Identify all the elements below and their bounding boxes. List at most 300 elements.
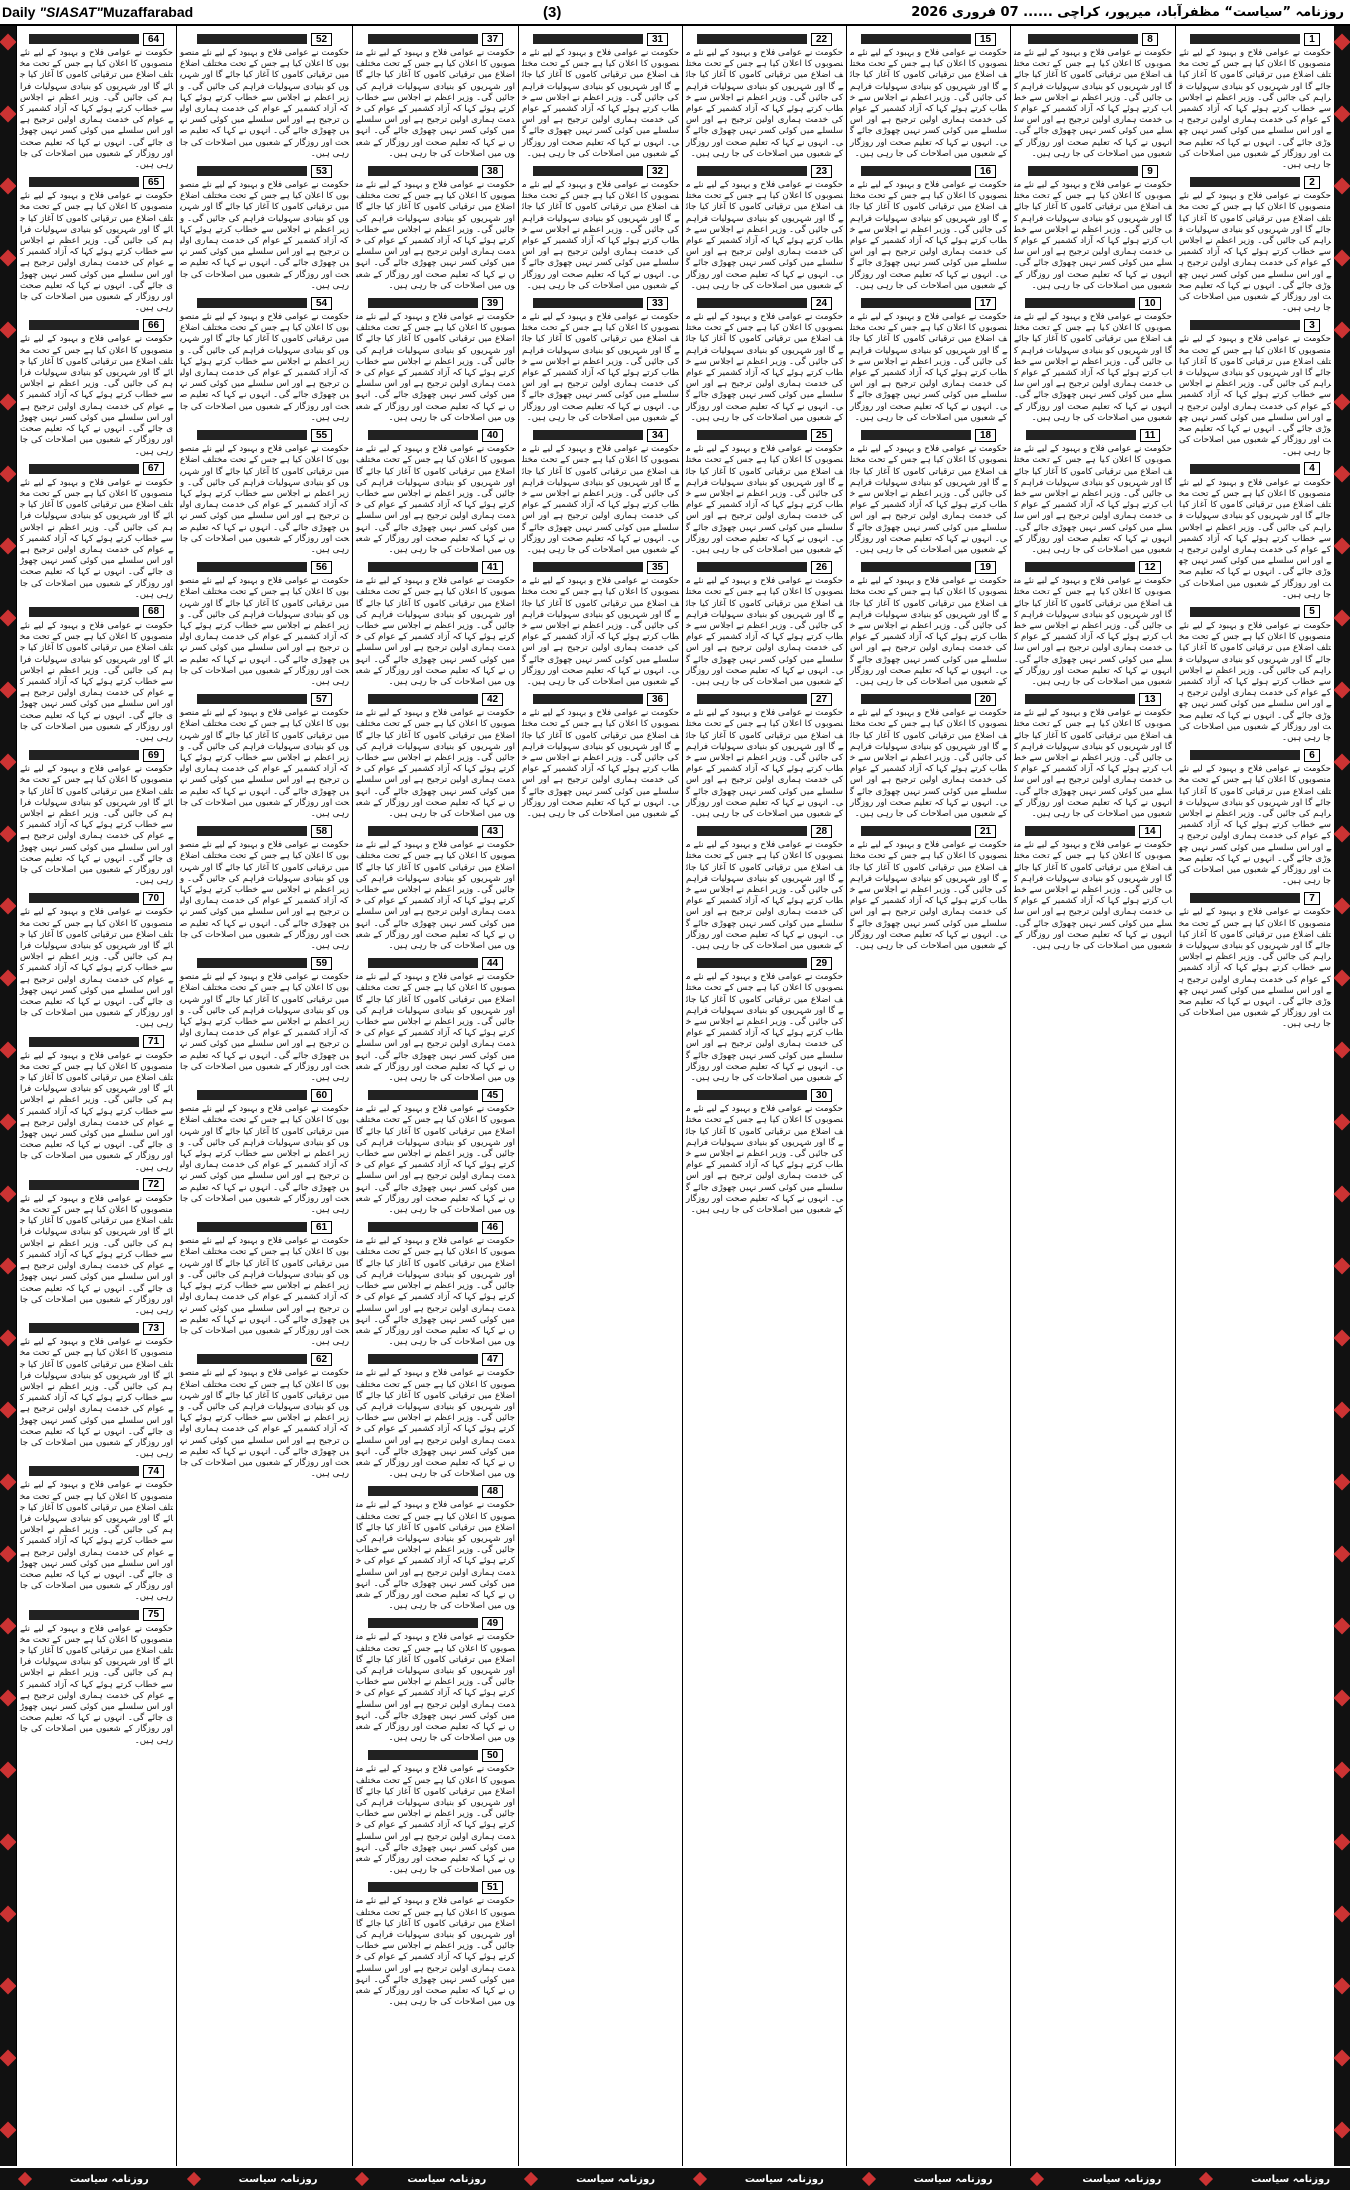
article-header (356, 1616, 515, 1630)
masthead-left (0, 4, 193, 20)
article-number: 26 (811, 561, 832, 574)
article-header (356, 560, 515, 574)
header-bar (697, 298, 807, 308)
header-bar (1190, 464, 1300, 474)
article-header (20, 1035, 173, 1049)
masthead-right: روزنامہ ”سیاست“ مظفرآباد، میرپور، کراچی ...... 07 فروری 2026 (911, 4, 1344, 20)
header-bar (861, 826, 971, 836)
article-header (1014, 296, 1172, 310)
star-ornament-icon (1334, 466, 1350, 483)
header-bar (861, 562, 971, 572)
article-header (686, 1088, 843, 1102)
article-header (522, 428, 679, 442)
article-number: 30 (811, 1089, 832, 1102)
header-bar (197, 298, 307, 308)
star-ornament-icon (1334, 1618, 1350, 1635)
article-number: 45 (482, 1089, 503, 1102)
article-number: 62 (311, 1353, 332, 1366)
star-ornament-icon (0, 250, 16, 267)
star-ornament-icon (0, 1690, 16, 1707)
star-ornament-icon (1334, 1690, 1350, 1707)
star-ornament-icon (0, 898, 16, 915)
article-text: حکومت نے عوامی فلاح و بہبود کے لیے نئے منصوبوں کا اعلان کیا ہے جس کے تحت مختلف اضلاع میں ترقیاتی کاموں کا آغاز کیا جائے گا اور شہریوں کو بنیادی سہولیات فراہم کی جائیں گی۔ وزیر اعظم نے اجلاس سے خطاب کرتے ہوئے کہا کہ آزاد کشمیر کے عوام کی خدمت ہماری اولین ترجیح ہے اور اس سلسلے میں کوئی کسر نہیں چھوڑی جائے گی۔ انہوں نے کہا کہ تعلیم صحت اور روزگار کے شعبوں میں اصلاحات کی جا رہی ہیں۔ (180, 48, 349, 159)
star-ornament-icon (1334, 1402, 1350, 1419)
article-text: حکومت نے عوامی فلاح و بہبود کے لیے نئے منصوبوں کا اعلان کیا ہے جس کے تحت مختلف اضلاع میں ترقیاتی کاموں کا آغاز کیا جائے گا اور شہریوں کو بنیادی سہولیات فراہم کی جائیں گی۔ وزیر اعظم نے اجلاس سے خطاب کرتے ہوئے کہا کہ آزاد کشمیر کے عوام کی خدمت ہماری اولین ترجیح ہے اور اس سلسلے میں کوئی کسر نہیں چھوڑی جائے گی۔ انہوں نے کہا کہ تعلیم صحت اور روزگار کے شعبوں میں اصلاحات کی جا رہی ہیں۔ (686, 1104, 843, 1216)
article-number: 74 (143, 1465, 164, 1478)
article-header (20, 748, 173, 762)
article-header (20, 462, 173, 476)
header-bar (29, 1180, 139, 1190)
footer-label: روزنامہ سیاست (69, 2173, 149, 2185)
footer-label: روزنامہ سیاست (913, 2173, 993, 2185)
article-header (20, 1608, 173, 1622)
star-ornament-icon (1199, 2172, 1213, 2186)
header-bar (197, 826, 307, 836)
header-bar (1190, 320, 1300, 330)
article-number: 8 (1142, 33, 1158, 46)
star-ornament-icon (1334, 1186, 1350, 1203)
article-text: حکومت نے عوامی فلاح و بہبود کے لیے نئے منصوبوں کا اعلان کیا ہے جس کے تحت مختلف اضلاع میں ترقیاتی کاموں کا آغاز کیا جائے گا اور شہریوں کو بنیادی سہولیات فراہم کی جائیں گی۔ وزیر اعظم نے اجلاس سے خطاب کرتے ہوئے کہا کہ آزاد کشمیر کے عوام کی خدمت ہماری اولین ترجیح ہے اور اس سلسلے میں کوئی کسر نہیں چھوڑی جائے گی۔ انہوں نے کہا کہ تعلیم صحت اور روزگار کے شعبوں میں اصلاحات کی جا رہی ہیں۔ (850, 444, 1007, 555)
article-header (356, 428, 515, 442)
article-header (850, 164, 1007, 178)
star-ornament-icon (1334, 1330, 1350, 1347)
header-bar (368, 166, 478, 176)
star-ornament-icon (1334, 1834, 1350, 1851)
article-number: 3 (1304, 319, 1320, 332)
star-ornament-icon (0, 682, 16, 699)
header-bar (368, 562, 478, 572)
article-header (686, 428, 843, 442)
article-number: 32 (647, 165, 668, 178)
article-number: 52 (311, 33, 332, 46)
article-header (356, 824, 515, 838)
header-bar (861, 298, 971, 308)
star-ornament-icon (0, 826, 16, 843)
article-header (850, 428, 1007, 442)
article-header (356, 1352, 515, 1366)
article-header (850, 560, 1007, 574)
article-number: 40 (482, 429, 503, 442)
masthead (0, 0, 1350, 26)
star-ornament-icon (355, 2172, 369, 2186)
article-text: حکومت نے عوامی فلاح و بہبود کے لیے نئے منصوبوں کا اعلان کیا ہے جس کے تحت مختلف اضلاع میں ترقیاتی کاموں کا آغاز کیا جائے گا اور شہریوں کو بنیادی سہولیات فراہم کی جائیں گی۔ وزیر اعظم نے اجلاس سے خطاب کرتے ہوئے کہا کہ آزاد کشمیر کے عوام کی خدمت ہماری اولین ترجیح ہے اور اس سلسلے میں کوئی کسر نہیں چھوڑی جائے گی۔ انہوں نے کہا کہ تعلیم صحت اور روزگار کے شعبوں میں اصلاحات کی جا رہی ہیں۔ (356, 972, 515, 1084)
article-text: حکومت نے عوامی فلاح و بہبود کے لیے نئے منصوبوں کا اعلان کیا ہے جس کے تحت مختلف اضلاع میں ترقیاتی کاموں کا آغاز کیا جائے گا اور شہریوں کو بنیادی سہولیات فراہم کی جائیں گی۔ وزیر اعظم نے اجلاس سے خطاب کرتے ہوئے کہا کہ آزاد کشمیر کے عوام کی خدمت ہماری اولین ترجیح ہے اور اس سلسلے میں کوئی کسر نہیں چھوڑی جائے گی۔ انہوں نے کہا کہ تعلیم صحت اور روزگار کے شعبوں میں اصلاحات کی جا رہی ہیں۔ (356, 1104, 515, 1216)
column-8 (16, 26, 176, 2166)
article-header (1014, 428, 1172, 442)
star-ornament-icon (693, 2172, 707, 2186)
article-text: حکومت نے عوامی فلاح و بہبود کے لیے نئے منصوبوں کا اعلان کیا ہے جس کے تحت مختلف اضلاع میں ترقیاتی کاموں کا آغاز کیا جائے گا اور شہریوں کو بنیادی سہولیات فراہم کی جائیں گی۔ وزیر اعظم نے اجلاس سے خطاب کرتے ہوئے کہا کہ آزاد کشمیر کے عوام کی خدمت ہماری اولین ترجیح ہے اور اس سلسلے میں کوئی کسر نہیں چھوڑی جائے گی۔ انہوں نے کہا کہ تعلیم صحت اور روزگار کے شعبوں میں اصلاحات کی جا رہی ہیں۔ (356, 1896, 515, 2008)
article-number: 53 (311, 165, 332, 178)
masthead-prefix: Daily (2, 4, 40, 20)
article-header (1179, 891, 1331, 905)
article-number: 61 (311, 1221, 332, 1234)
article-text: حکومت نے عوامی فلاح و بہبود کے لیے نئے منصوبوں کا اعلان کیا ہے جس کے تحت مختلف اضلاع میں ترقیاتی کاموں کا آغاز کیا جائے گا اور شہریوں کو بنیادی سہولیات فراہم کی جائیں گی۔ وزیر اعظم نے اجلاس سے خطاب کرتے ہوئے کہا کہ آزاد کشمیر کے عوام کی خدمت ہماری اولین ترجیح ہے اور اس سلسلے میں کوئی کسر نہیں چھوڑی جائے گی۔ انہوں نے کہا کہ تعلیم صحت اور روزگار کے شعبوں میں اصلاحات کی جا رہی ہیں۔ (180, 1368, 349, 1480)
star-ornament-icon (1334, 1906, 1350, 1923)
article-header (1179, 748, 1331, 762)
article-text: حکومت نے عوامی فلاح و بہبود کے لیے نئے منصوبوں کا اعلان کیا ہے جس کے تحت مختلف اضلاع میں ترقیاتی کاموں کا آغاز کیا جائے گا اور شہریوں کو بنیادی سہولیات فراہم کی جائیں گی۔ وزیر اعظم نے اجلاس سے خطاب کرتے ہوئے کہا کہ آزاد کشمیر کے عوام کی خدمت ہماری اولین ترجیح ہے اور اس سلسلے میں کوئی کسر نہیں چھوڑی جائے گی۔ انہوں نے کہا کہ تعلیم صحت اور روزگار کے شعبوں میں اصلاحات کی جا رہی ہیں۔ (356, 444, 515, 555)
article-number: 21 (975, 825, 996, 838)
header-bar (197, 1090, 307, 1100)
header-bar (368, 430, 478, 440)
article-text: حکومت نے عوامی فلاح و بہبود کے لیے نئے منصوبوں کا اعلان کیا ہے جس کے تحت مختلف اضلاع میں ترقیاتی کاموں کا آغاز کیا جائے گا اور شہریوں کو بنیادی سہولیات فراہم کی جائیں گی۔ وزیر اعظم نے اجلاس سے خطاب کرتے ہوئے کہا کہ آزاد کشمیر کے عوام کی خدمت ہماری اولین ترجیح ہے اور اس سلسلے میں کوئی کسر نہیں چھوڑی جائے گی۔ انہوں نے کہا کہ تعلیم صحت اور روزگار کے شعبوں میں اصلاحات کی جا رہی ہیں۔ (356, 180, 515, 291)
header-bar (368, 826, 478, 836)
header-bar (368, 1354, 478, 1364)
article-header (1014, 560, 1172, 574)
star-ornament-icon (0, 34, 16, 51)
footer-label: روزنامہ سیاست (1082, 2173, 1162, 2185)
header-bar (697, 1090, 807, 1100)
star-ornament-icon (0, 1474, 16, 1491)
article-text: حکومت نے عوامی فلاح و بہبود کے لیے نئے منصوبوں کا اعلان کیا ہے جس کے تحت مختلف اضلاع میں ترقیاتی کاموں کا آغاز کیا جائے گا اور شہریوں کو بنیادی سہولیات فراہم کی جائیں گی۔ وزیر اعظم نے اجلاس سے خطاب کرتے ہوئے کہا کہ آزاد کشمیر کے عوام کی خدمت ہماری اولین ترجیح ہے اور اس سلسلے میں کوئی کسر نہیں چھوڑی جائے گی۔ انہوں نے کہا کہ تعلیم صحت اور روزگار کے شعبوں میں اصلاحات کی جا رہی ہیں۔ (180, 840, 349, 952)
footer-band (0, 2168, 1350, 2190)
article-number: 12 (1139, 561, 1160, 574)
article-number: 54 (311, 297, 332, 310)
article-header (686, 164, 843, 178)
article-header (1179, 462, 1331, 476)
article-number: 41 (482, 561, 503, 574)
article-number: 31 (647, 33, 668, 46)
star-ornament-icon (0, 1258, 16, 1275)
header-bar (533, 34, 643, 44)
star-ornament-icon (1334, 1546, 1350, 1563)
article-text: حکومت نے عوامی فلاح و بہبود کے لیے نئے منصوبوں کا اعلان کیا ہے جس کے تحت مختلف اضلاع میں ترقیاتی کاموں کا آغاز کیا جائے گا اور شہریوں کو بنیادی سہولیات فراہم کی جائیں گی۔ وزیر اعظم نے اجلاس سے خطاب کرتے ہوئے کہا کہ آزاد کشمیر کے عوام کی خدمت ہماری اولین ترجیح ہے اور اس سلسلے میں کوئی کسر نہیں چھوڑی جائے گی۔ انہوں نے کہا کہ تعلیم صحت اور روزگار کے شعبوں میں اصلاحات کی جا رہی ہیں۔ (850, 708, 1007, 819)
star-ornament-icon (18, 2172, 32, 2186)
article-number: 64 (143, 33, 164, 46)
star-ornament-icon (1334, 34, 1350, 51)
article-text: حکومت نے عوامی فلاح و بہبود کے لیے نئے منصوبوں کا اعلان کیا ہے جس کے تحت مختلف اضلاع میں ترقیاتی کاموں کا آغاز کیا جائے گا اور شہریوں کو بنیادی سہولیات فراہم کی جائیں گی۔ وزیر اعظم نے اجلاس سے خطاب کرتے ہوئے کہا کہ آزاد کشمیر کے عوام کی خدمت ہماری اولین ترجیح ہے اور اس سلسلے میں کوئی کسر نہیں چھوڑی جائے گی۔ انہوں نے کہا کہ تعلیم صحت اور روزگار کے شعبوں میں اصلاحات کی جا رہی ہیں۔ (20, 1480, 173, 1603)
header-bar (697, 694, 807, 704)
article-text: حکومت نے عوامی فلاح و بہبود کے لیے نئے منصوبوں کا اعلان کیا ہے جس کے تحت مختلف اضلاع میں ترقیاتی کاموں کا آغاز کیا جائے گا اور شہریوں کو بنیادی سہولیات فراہم کی جائیں گی۔ وزیر اعظم نے اجلاس سے خطاب کرتے ہوئے کہا کہ آزاد کشمیر کے عوام کی خدمت ہماری اولین ترجیح ہے اور اس سلسلے میں کوئی کسر نہیں چھوڑی جائے گی۔ انہوں نے کہا کہ تعلیم صحت اور روزگار کے شعبوں میں اصلاحات کی جا رہی ہیں۔ (356, 1368, 515, 1480)
article-header (1179, 318, 1331, 332)
article-number: 19 (975, 561, 996, 574)
footer-label: روزنامہ سیاست (576, 2173, 656, 2185)
star-ornament-icon (0, 2122, 16, 2139)
header-bar (368, 1486, 478, 1496)
article-header (20, 175, 173, 189)
star-ornament-icon (1334, 898, 1350, 915)
header-bar (1025, 298, 1135, 308)
article-text: حکومت نے عوامی فلاح و بہبود کے لیے نئے منصوبوں کا اعلان کیا ہے جس کے تحت مختلف اضلاع میں ترقیاتی کاموں کا آغاز کیا جائے گا اور شہریوں کو بنیادی سہولیات فراہم کی جائیں گی۔ وزیر اعظم نے اجلاس سے خطاب کرتے ہوئے کہا کہ آزاد کشمیر کے عوام کی خدمت ہماری اولین ترجیح ہے اور اس سلسلے میں کوئی کسر نہیں چھوڑی جائے گی۔ انہوں نے کہا کہ تعلیم صحت اور روزگار کے شعبوں میں اصلاحات کی جا رہی ہیں۔ (1014, 576, 1172, 687)
star-ornament-icon (0, 1546, 16, 1563)
column-2 (1010, 26, 1175, 2166)
star-ornament-icon (1334, 610, 1350, 627)
header-bar (1025, 826, 1135, 836)
article-header (356, 692, 515, 706)
article-number: 43 (482, 825, 503, 838)
header-bar (697, 958, 807, 968)
star-ornament-icon (1334, 1114, 1350, 1131)
footer-label: روزنامہ سیاست (238, 2173, 318, 2185)
footer-label: روزنامہ سیاست (407, 2173, 487, 2185)
header-bar (368, 1618, 478, 1628)
article-number: 7 (1304, 892, 1320, 905)
article-text: حکومت نے عوامی فلاح و بہبود کے لیے نئے منصوبوں کا اعلان کیا ہے جس کے تحت مختلف اضلاع میں ترقیاتی کاموں کا آغاز کیا جائے گا اور شہریوں کو بنیادی سہولیات فراہم کی جائیں گی۔ وزیر اعظم نے اجلاس سے خطاب کرتے ہوئے کہا کہ آزاد کشمیر کے عوام کی خدمت ہماری اولین ترجیح ہے اور اس سلسلے میں کوئی کسر نہیں چھوڑی جائے گی۔ انہوں نے کہا کہ تعلیم صحت اور روزگار کے شعبوں میں اصلاحات کی جا رہی ہیں۔ (522, 708, 679, 819)
header-bar (197, 1222, 307, 1232)
article-header (686, 560, 843, 574)
header-bar (368, 298, 478, 308)
article-header (522, 560, 679, 574)
star-ornament-icon (0, 466, 16, 483)
article-number: 37 (482, 33, 503, 46)
header-bar (861, 34, 971, 44)
article-number: 34 (647, 429, 668, 442)
article-text: حکومت نے عوامی فلاح و بہبود کے لیے نئے منصوبوں کا اعلان کیا ہے جس کے تحت مختلف اضلاع میں ترقیاتی کاموں کا آغاز کیا جائے گا اور شہریوں کو بنیادی سہولیات فراہم کی جائیں گی۔ وزیر اعظم نے اجلاس سے خطاب کرتے ہوئے کہا کہ آزاد کشمیر کے عوام کی خدمت ہماری اولین ترجیح ہے اور اس سلسلے میں کوئی کسر نہیں چھوڑی جائے گی۔ انہوں نے کہا کہ تعلیم صحت اور روزگار کے شعبوں میں اصلاحات کی جا رہی ہیں۔ (522, 312, 679, 423)
star-ornament-icon (0, 1330, 16, 1347)
header-bar (1025, 562, 1135, 572)
article-header (180, 32, 349, 46)
header-bar (1028, 34, 1138, 44)
star-ornament-icon (0, 394, 16, 411)
star-ornament-icon (0, 1978, 16, 1995)
article-header (686, 32, 843, 46)
header-bar (29, 34, 139, 44)
article-header (1014, 824, 1172, 838)
header-bar (1026, 430, 1136, 440)
star-ornament-icon (187, 2172, 201, 2186)
article-text: حکومت نے عوامی فلاح و بہبود کے لیے نئے منصوبوں کا اعلان کیا ہے جس کے تحت مختلف اضلاع میں ترقیاتی کاموں کا آغاز کیا جائے گا اور شہریوں کو بنیادی سہولیات فراہم کی جائیں گی۔ وزیر اعظم نے اجلاس سے خطاب کرتے ہوئے کہا کہ آزاد کشمیر کے عوام کی خدمت ہماری اولین ترجیح ہے اور اس سلسلے میں کوئی کسر نہیں چھوڑی جائے گی۔ انہوں نے کہا کہ تعلیم صحت اور روزگار کے شعبوں میں اصلاحات کی جا رہی ہیں۔ (356, 312, 515, 423)
article-number: 23 (811, 165, 832, 178)
article-header (20, 605, 173, 619)
header-bar (29, 893, 139, 903)
article-number: 25 (811, 429, 832, 442)
article-number: 39 (482, 297, 503, 310)
star-ornament-icon (0, 1618, 16, 1635)
column-6 (352, 26, 518, 2166)
article-text: حکومت نے عوامی فلاح و بہبود کے لیے نئے منصوبوں کا اعلان کیا ہے جس کے تحت مختلف اضلاع میں ترقیاتی کاموں کا آغاز کیا جائے گا اور شہریوں کو بنیادی سہولیات فراہم کی جائیں گی۔ وزیر اعظم نے اجلاس سے خطاب کرتے ہوئے کہا کہ آزاد کشمیر کے عوام کی خدمت ہماری اولین ترجیح ہے اور اس سلسلے میں کوئی کسر نہیں چھوڑی جائے گی۔ انہوں نے کہا کہ تعلیم صحت اور روزگار کے شعبوں میں اصلاحات کی جا رہی ہیں۔ (20, 764, 173, 887)
header-bar (197, 430, 307, 440)
article-number: 47 (482, 1353, 503, 1366)
article-text: حکومت نے عوامی فلاح و بہبود کے لیے نئے منصوبوں کا اعلان کیا ہے جس کے تحت مختلف اضلاع میں ترقیاتی کاموں کا آغاز کیا جائے گا اور شہریوں کو بنیادی سہولیات فراہم کی جائیں گی۔ وزیر اعظم نے اجلاس سے خطاب کرتے ہوئے کہا کہ آزاد کشمیر کے عوام کی خدمت ہماری اولین ترجیح ہے اور اس سلسلے میں کوئی کسر نہیں چھوڑی جائے گی۔ انہوں نے کہا کہ تعلیم صحت اور روزگار کے شعبوں میں اصلاحات کی جا رہی ہیں۔ (522, 576, 679, 687)
header-bar (697, 166, 807, 176)
article-header (850, 32, 1007, 46)
star-ornament-icon (1030, 2172, 1044, 2186)
article-header (522, 164, 679, 178)
header-bar (368, 1750, 478, 1760)
article-text: حکومت نے عوامی فلاح و بہبود کے لیے نئے منصوبوں کا اعلان کیا ہے جس کے تحت مختلف اضلاع میں ترقیاتی کاموں کا آغاز کیا جائے گا اور شہریوں کو بنیادی سہولیات فراہم کی جائیں گی۔ وزیر اعظم نے اجلاس سے خطاب کرتے ہوئے کہا کہ آزاد کشمیر کے عوام کی خدمت ہماری اولین ترجیح ہے اور اس سلسلے میں کوئی کسر نہیں چھوڑی جائے گی۔ انہوں نے کہا کہ تعلیم صحت اور روزگار کے شعبوں میں اصلاحات کی جا رہی ہیں۔ (1179, 477, 1331, 600)
article-header (180, 296, 349, 310)
article-header (522, 32, 679, 46)
header-bar (1190, 607, 1300, 617)
star-ornament-icon (0, 754, 16, 771)
article-text: حکومت نے عوامی فلاح و بہبود کے لیے نئے منصوبوں کا اعلان کیا ہے جس کے تحت مختلف اضلاع میں ترقیاتی کاموں کا آغاز کیا جائے گا اور شہریوں کو بنیادی سہولیات فراہم کی جائیں گی۔ وزیر اعظم نے اجلاس سے خطاب کرتے ہوئے کہا کہ آزاد کشمیر کے عوام کی خدمت ہماری اولین ترجیح ہے اور اس سلسلے میں کوئی کسر نہیں چھوڑی جائے گی۔ انہوں نے کہا کہ تعلیم صحت اور روزگار کے شعبوں میں اصلاحات کی جا رہی ہیں۔ (686, 180, 843, 291)
footer-label: روزنامہ سیاست (744, 2173, 824, 2185)
article-number: 24 (811, 297, 832, 310)
star-ornament-icon (0, 1834, 16, 1851)
article-number: 13 (1139, 693, 1160, 706)
star-ornament-icon (0, 322, 16, 339)
article-header (20, 891, 173, 905)
star-ornament-icon (0, 1906, 16, 1923)
article-header (20, 1464, 173, 1478)
article-text: حکومت نے عوامی فلاح و بہبود کے لیے نئے منصوبوں کا اعلان کیا ہے جس کے تحت مختلف اضلاع میں ترقیاتی کاموں کا آغاز کیا جائے گا اور شہریوں کو بنیادی سہولیات فراہم کی جائیں گی۔ وزیر اعظم نے اجلاس سے خطاب کرتے ہوئے کہا کہ آزاد کشمیر کے عوام کی خدمت ہماری اولین ترجیح ہے اور اس سلسلے میں کوئی کسر نہیں چھوڑی جائے گی۔ انہوں نے کہا کہ تعلیم صحت اور روزگار کے شعبوں میں اصلاحات کی جا رہی ہیں۔ (1014, 180, 1172, 291)
star-ornament-icon (862, 2172, 876, 2186)
article-header (850, 824, 1007, 838)
header-bar (697, 826, 807, 836)
article-number: 56 (311, 561, 332, 574)
header-bar (1190, 750, 1300, 760)
star-ornament-icon (0, 970, 16, 987)
article-text: حکومت نے عوامی فلاح و بہبود کے لیے نئے منصوبوں کا اعلان کیا ہے جس کے تحت مختلف اضلاع میں ترقیاتی کاموں کا آغاز کیا جائے گا اور شہریوں کو بنیادی سہولیات فراہم کی جائیں گی۔ وزیر اعظم نے اجلاس سے خطاب کرتے ہوئے کہا کہ آزاد کشمیر کے عوام کی خدمت ہماری اولین ترجیح ہے اور اس سلسلے میں کوئی کسر نہیں چھوڑی جائے گی۔ انہوں نے کہا کہ تعلیم صحت اور روزگار کے شعبوں میں اصلاحات کی جا رہی ہیں۔ (522, 48, 679, 159)
article-text: حکومت نے عوامی فلاح و بہبود کے لیے نئے منصوبوں کا اعلان کیا ہے جس کے تحت مختلف اضلاع میں ترقیاتی کاموں کا آغاز کیا جائے گا اور شہریوں کو بنیادی سہولیات فراہم کی جائیں گی۔ وزیر اعظم نے اجلاس سے خطاب کرتے ہوئے کہا کہ آزاد کشمیر کے عوام کی خدمت ہماری اولین ترجیح ہے اور اس سلسلے میں کوئی کسر نہیں چھوڑی جائے گی۔ انہوں نے کہا کہ تعلیم صحت اور روزگار کے شعبوں میں اصلاحات کی جا رہی ہیں۔ (850, 48, 1007, 159)
header-bar (368, 694, 478, 704)
header-bar (29, 1466, 139, 1476)
article-text: حکومت نے عوامی فلاح و بہبود کے لیے نئے منصوبوں کا اعلان کیا ہے جس کے تحت مختلف اضلاع میں ترقیاتی کاموں کا آغاز کیا جائے گا اور شہریوں کو بنیادی سہولیات فراہم کی جائیں گی۔ وزیر اعظم نے اجلاس سے خطاب کرتے ہوئے کہا کہ آزاد کشمیر کے عوام کی خدمت ہماری اولین ترجیح ہے اور اس سلسلے میں کوئی کسر نہیں چھوڑی جائے گی۔ انہوں نے کہا کہ تعلیم صحت اور روزگار کے شعبوں میں اصلاحات کی جا رہی ہیں۔ (356, 576, 515, 687)
article-number: 51 (482, 1881, 503, 1894)
header-bar (861, 166, 971, 176)
star-ornament-icon (0, 106, 16, 123)
header-bar (197, 34, 307, 44)
article-text: حکومت نے عوامی فلاح و بہبود کے لیے نئے منصوبوں کا اعلان کیا ہے جس کے تحت مختلف اضلاع میں ترقیاتی کاموں کا آغاز کیا جائے گا اور شہریوں کو بنیادی سہولیات فراہم کی جائیں گی۔ وزیر اعظم نے اجلاس سے خطاب کرتے ہوئے کہا کہ آزاد کشمیر کے عوام کی خدمت ہماری اولین ترجیح ہے اور اس سلسلے میں کوئی کسر نہیں چھوڑی جائے گی۔ انہوں نے کہا کہ تعلیم صحت اور روزگار کے شعبوں میں اصلاحات کی جا رہی ہیں۔ (20, 1050, 173, 1173)
article-text: حکومت نے عوامی فلاح و بہبود کے لیے نئے منصوبوں کا اعلان کیا ہے جس کے تحت مختلف اضلاع میں ترقیاتی کاموں کا آغاز کیا جائے گا اور شہریوں کو بنیادی سہولیات فراہم کی جائیں گی۔ وزیر اعظم نے اجلاس سے خطاب کرتے ہوئے کہا کہ آزاد کشمیر کے عوام کی خدمت ہماری اولین ترجیح ہے اور اس سلسلے میں کوئی کسر نہیں چھوڑی جائے گی۔ انہوں نے کہا کہ تعلیم صحت اور روزگار کے شعبوں میں اصلاحات کی جا رہی ہیں۔ (686, 48, 843, 159)
article-number: 27 (811, 693, 832, 706)
star-ornament-icon (1334, 1762, 1350, 1779)
header-bar (533, 430, 643, 440)
star-ornament-icon (1334, 826, 1350, 843)
article-text: حکومت نے عوامی فلاح و بہبود کے لیے نئے منصوبوں کا اعلان کیا ہے جس کے تحت مختلف اضلاع میں ترقیاتی کاموں کا آغاز کیا جائے گا اور شہریوں کو بنیادی سہولیات فراہم کی جائیں گی۔ وزیر اعظم نے اجلاس سے خطاب کرتے ہوئے کہا کہ آزاد کشمیر کے عوام کی خدمت ہماری اولین ترجیح ہے اور اس سلسلے میں کوئی کسر نہیں چھوڑی جائے گی۔ انہوں نے کہا کہ تعلیم صحت اور روزگار کے شعبوں میں اصلاحات کی جا رہی ہیں۔ (356, 1500, 515, 1612)
article-number: 18 (975, 429, 996, 442)
article-text: حکومت نے عوامی فلاح و بہبود کے لیے نئے منصوبوں کا اعلان کیا ہے جس کے تحت مختلف اضلاع میں ترقیاتی کاموں کا آغاز کیا جائے گا اور شہریوں کو بنیادی سہولیات فراہم کی جائیں گی۔ وزیر اعظم نے اجلاس سے خطاب کرتے ہوئے کہا کہ آزاد کشمیر کے عوام کی خدمت ہماری اولین ترجیح ہے اور اس سلسلے میں کوئی کسر نہیں چھوڑی جائے گی۔ انہوں نے کہا کہ تعلیم صحت اور روزگار کے شعبوں میں اصلاحات کی جا رہی ہیں۔ (850, 576, 1007, 687)
article-text: حکومت نے عوامی فلاح و بہبود کے لیے نئے منصوبوں کا اعلان کیا ہے جس کے تحت مختلف اضلاع میں ترقیاتی کاموں کا آغاز کیا جائے گا اور شہریوں کو بنیادی سہولیات فراہم کی جائیں گی۔ وزیر اعظم نے اجلاس سے خطاب کرتے ہوئے کہا کہ آزاد کشمیر کے عوام کی خدمت ہماری اولین ترجیح ہے اور اس سلسلے میں کوئی کسر نہیں چھوڑی جائے گی۔ انہوں نے کہا کہ تعلیم صحت اور روزگار کے شعبوں میں اصلاحات کی جا رہی ہیں۔ (1014, 444, 1172, 555)
article-number: 75 (143, 1608, 164, 1621)
star-ornament-icon (0, 1042, 16, 1059)
star-ornament-icon (1334, 1978, 1350, 1995)
star-ornament-icon (0, 610, 16, 627)
article-text: حکومت نے عوامی فلاح و بہبود کے لیے نئے منصوبوں کا اعلان کیا ہے جس کے تحت مختلف اضلاع میں ترقیاتی کاموں کا آغاز کیا جائے گا اور شہریوں کو بنیادی سہولیات فراہم کی جائیں گی۔ وزیر اعظم نے اجلاس سے خطاب کرتے ہوئے کہا کہ آزاد کشمیر کے عوام کی خدمت ہماری اولین ترجیح ہے اور اس سلسلے میں کوئی کسر نہیں چھوڑی جائے گی۔ انہوں نے کہا کہ تعلیم صحت اور روزگار کے شعبوں میں اصلاحات کی جا رہی ہیں۔ (1179, 334, 1331, 457)
article-header (356, 164, 515, 178)
article-number: 17 (975, 297, 996, 310)
article-text: حکومت نے عوامی فلاح و بہبود کے لیے نئے منصوبوں کا اعلان کیا ہے جس کے تحت مختلف اضلاع میں ترقیاتی کاموں کا آغاز کیا جائے گا اور شہریوں کو بنیادی سہولیات فراہم کی جائیں گی۔ وزیر اعظم نے اجلاس سے خطاب کرتے ہوئے کہا کہ آزاد کشمیر کے عوام کی خدمت ہماری اولین ترجیح ہے اور اس سلسلے میں کوئی کسر نہیں چھوڑی جائے گی۔ انہوں نے کہا کہ تعلیم صحت اور روزگار کے شعبوں میں اصلاحات کی جا رہی ہیں۔ (20, 1193, 173, 1316)
article-number: 33 (647, 297, 668, 310)
article-number: 71 (143, 1035, 164, 1048)
header-bar (368, 34, 478, 44)
header-bar (368, 1090, 478, 1100)
article-header (180, 428, 349, 442)
article-text: حکومت نے عوامی فلاح و بہبود کے لیے نئے منصوبوں کا اعلان کیا ہے جس کے تحت مختلف اضلاع میں ترقیاتی کاموں کا آغاز کیا جائے گا اور شہریوں کو بنیادی سہولیات فراہم کی جائیں گی۔ وزیر اعظم نے اجلاس سے خطاب کرتے ہوئے کہا کہ آزاد کشمیر کے عوام کی خدمت ہماری اولین ترجیح ہے اور اس سلسلے میں کوئی کسر نہیں چھوڑی جائے گی۔ انہوں نے کہا کہ تعلیم صحت اور روزگار کے شعبوں میں اصلاحات کی جا رہی ہیں۔ (356, 1764, 515, 1876)
article-text: حکومت نے عوامی فلاح و بہبود کے لیے نئے منصوبوں کا اعلان کیا ہے جس کے تحت مختلف اضلاع میں ترقیاتی کاموں کا آغاز کیا جائے گا اور شہریوں کو بنیادی سہولیات فراہم کی جائیں گی۔ وزیر اعظم نے اجلاس سے خطاب کرتے ہوئے کہا کہ آزاد کشمیر کے عوام کی خدمت ہماری اولین ترجیح ہے اور اس سلسلے میں کوئی کسر نہیں چھوڑی جائے گی۔ انہوں نے کہا کہ تعلیم صحت اور روزگار کے شعبوں میں اصلاحات کی جا رہی ہیں۔ (180, 576, 349, 687)
star-ornament-icon (0, 1762, 16, 1779)
star-ornament-icon (1334, 394, 1350, 411)
article-header (180, 560, 349, 574)
article-number: 59 (311, 957, 332, 970)
article-number: 58 (311, 825, 332, 838)
article-header (356, 956, 515, 970)
star-ornament-icon (1334, 1258, 1350, 1275)
header-bar (197, 694, 307, 704)
article-text: حکومت نے عوامی فلاح و بہبود کے لیے نئے منصوبوں کا اعلان کیا ہے جس کے تحت مختلف اضلاع میں ترقیاتی کاموں کا آغاز کیا جائے گا اور شہریوں کو بنیادی سہولیات فراہم کی جائیں گی۔ وزیر اعظم نے اجلاس سے خطاب کرتے ہوئے کہا کہ آزاد کشمیر کے عوام کی خدمت ہماری اولین ترجیح ہے اور اس سلسلے میں کوئی کسر نہیں چھوڑی جائے گی۔ انہوں نے کہا کہ تعلیم صحت اور روزگار کے شعبوں میں اصلاحات کی جا رہی ہیں۔ (356, 1236, 515, 1348)
header-bar (29, 1037, 139, 1047)
article-number: 57 (311, 693, 332, 706)
article-number: 10 (1139, 297, 1160, 310)
article-text: حکومت نے عوامی فلاح و بہبود کے لیے نئے منصوبوں کا اعلان کیا ہے جس کے تحت مختلف اضلاع میں ترقیاتی کاموں کا آغاز کیا جائے گا اور شہریوں کو بنیادی سہولیات فراہم کی جائیں گی۔ وزیر اعظم نے اجلاس سے خطاب کرتے ہوئے کہا کہ آزاد کشمیر کے عوام کی خدمت ہماری اولین ترجیح ہے اور اس سلسلے میں کوئی کسر نہیں چھوڑی جائے گی۔ انہوں نے کہا کہ تعلیم صحت اور روزگار کے شعبوں میں اصلاحات کی جا رہی ہیں۔ (850, 840, 1007, 952)
page-number: (3) (543, 3, 562, 21)
article-text: حکومت نے عوامی فلاح و بہبود کے لیے نئے منصوبوں کا اعلان کیا ہے جس کے تحت مختلف اضلاع میں ترقیاتی کاموں کا آغاز کیا جائے گا اور شہریوں کو بنیادی سہولیات فراہم کی جائیں گی۔ وزیر اعظم نے اجلاس سے خطاب کرتے ہوئے کہا کہ آزاد کشمیر کے عوام کی خدمت ہماری اولین ترجیح ہے اور اس سلسلے میں کوئی کسر نہیں چھوڑی جائے گی۔ انہوں نے کہا کہ تعلیم صحت اور روزگار کے شعبوں میں اصلاحات کی جا رہی ہیں۔ (20, 334, 173, 457)
article-number: 68 (143, 605, 164, 618)
article-text: حکومت نے عوامی فلاح و بہبود کے لیے نئے منصوبوں کا اعلان کیا ہے جس کے تحت مختلف اضلاع میں ترقیاتی کاموں کا آغاز کیا جائے گا اور شہریوں کو بنیادی سہولیات فراہم کی جائیں گی۔ وزیر اعظم نے اجلاس سے خطاب کرتے ہوئے کہا کہ آزاد کشمیر کے عوام کی خدمت ہماری اولین ترجیح ہے اور اس سلسلے میں کوئی کسر نہیں چھوڑی جائے گی۔ انہوں نے کہا کہ تعلیم صحت اور روزگار کے شعبوں میں اصلاحات کی جا رہی ہیں۔ (1179, 48, 1331, 171)
article-header (1179, 175, 1331, 189)
header-bar (197, 1354, 307, 1364)
article-number: 38 (482, 165, 503, 178)
article-header (522, 692, 679, 706)
article-header (356, 1220, 515, 1234)
article-header (686, 296, 843, 310)
article-text: حکومت نے عوامی فلاح و بہبود کے لیے نئے منصوبوں کا اعلان کیا ہے جس کے تحت مختلف اضلاع میں ترقیاتی کاموں کا آغاز کیا جائے گا اور شہریوں کو بنیادی سہولیات فراہم کی جائیں گی۔ وزیر اعظم نے اجلاس سے خطاب کرتے ہوئے کہا کہ آزاد کشمیر کے عوام کی خدمت ہماری اولین ترجیح ہے اور اس سلسلے میں کوئی کسر نہیں چھوڑی جائے گی۔ انہوں نے کہا کہ تعلیم صحت اور روزگار کے شعبوں میں اصلاحات کی جا رہی ہیں۔ (522, 180, 679, 291)
article-text: حکومت نے عوامی فلاح و بہبود کے لیے نئے منصوبوں کا اعلان کیا ہے جس کے تحت مختلف اضلاع میں ترقیاتی کاموں کا آغاز کیا جائے گا اور شہریوں کو بنیادی سہولیات فراہم کی جائیں گی۔ وزیر اعظم نے اجلاس سے خطاب کرتے ہوئے کہا کہ آزاد کشمیر کے عوام کی خدمت ہماری اولین ترجیح ہے اور اس سلسلے میں کوئی کسر نہیں چھوڑی جائے گی۔ انہوں نے کہا کہ تعلیم صحت اور روزگار کے شعبوں میں اصلاحات کی جا رہی ہیں۔ (180, 972, 349, 1084)
header-bar (697, 430, 807, 440)
article-header (522, 296, 679, 310)
star-ornament-icon (0, 2050, 16, 2067)
masthead-city: Muzaffarabad (102, 4, 194, 20)
article-header (20, 1178, 173, 1192)
article-text: حکومت نے عوامی فلاح و بہبود کے لیے نئے منصوبوں کا اعلان کیا ہے جس کے تحت مختلف اضلاع میں ترقیاتی کاموں کا آغاز کیا جائے گا اور شہریوں کو بنیادی سہولیات فراہم کی جائیں گی۔ وزیر اعظم نے اجلاس سے خطاب کرتے ہوئے کہا کہ آزاد کشمیر کے عوام کی خدمت ہماری اولین ترجیح ہے اور اس سلسلے میں کوئی کسر نہیں چھوڑی جائے گی۔ انہوں نے کہا کہ تعلیم صحت اور روزگار کے شعبوں میں اصلاحات کی جا رہی ہیں۔ (1014, 708, 1172, 819)
article-header (20, 318, 173, 332)
article-text: حکومت نے عوامی فلاح و بہبود کے لیے نئے منصوبوں کا اعلان کیا ہے جس کے تحت مختلف اضلاع میں ترقیاتی کاموں کا آغاز کیا جائے گا اور شہریوں کو بنیادی سہولیات فراہم کی جائیں گی۔ وزیر اعظم نے اجلاس سے خطاب کرتے ہوئے کہا کہ آزاد کشمیر کے عوام کی خدمت ہماری اولین ترجیح ہے اور اس سلسلے میں کوئی کسر نہیں چھوڑی جائے گی۔ انہوں نے کہا کہ تعلیم صحت اور روزگار کے شعبوں میں اصلاحات کی جا رہی ہیں۔ (20, 191, 173, 314)
article-header (180, 692, 349, 706)
article-number: 65 (143, 176, 164, 189)
article-header (1014, 32, 1172, 46)
left-decorative-strip (0, 26, 16, 2166)
star-ornament-icon (1334, 970, 1350, 987)
article-text: حکومت نے عوامی فلاح و بہبود کے لیے نئے منصوبوں کا اعلان کیا ہے جس کے تحت مختلف اضلاع میں ترقیاتی کاموں کا آغاز کیا جائے گا اور شہریوں کو بنیادی سہولیات فراہم کی جائیں گی۔ وزیر اعظم نے اجلاس سے خطاب کرتے ہوئے کہا کہ آزاد کشمیر کے عوام کی خدمت ہماری اولین ترجیح ہے اور اس سلسلے میں کوئی کسر نہیں چھوڑی جائے گی۔ انہوں نے کہا کہ تعلیم صحت اور روزگار کے شعبوں میں اصلاحات کی جا رہی ہیں۔ (1179, 191, 1331, 314)
article-number: 42 (482, 693, 503, 706)
article-text: حکومت نے عوامی فلاح و بہبود کے لیے نئے منصوبوں کا اعلان کیا ہے جس کے تحت مختلف اضلاع میں ترقیاتی کاموں کا آغاز کیا جائے گا اور شہریوں کو بنیادی سہولیات فراہم کی جائیں گی۔ وزیر اعظم نے اجلاس سے خطاب کرتے ہوئے کہا کہ آزاد کشمیر کے عوام کی خدمت ہماری اولین ترجیح ہے اور اس سلسلے میں کوئی کسر نہیں چھوڑی جائے گی۔ انہوں نے کہا کہ تعلیم صحت اور روزگار کے شعبوں میں اصلاحات کی جا رہی ہیں۔ (20, 477, 173, 600)
article-header (850, 692, 1007, 706)
article-header (20, 32, 173, 46)
header-bar (697, 562, 807, 572)
article-header (180, 824, 349, 838)
header-bar (1190, 34, 1300, 44)
article-number: 15 (975, 33, 996, 46)
article-text: حکومت نے عوامی فلاح و بہبود کے لیے نئے منصوبوں کا اعلان کیا ہے جس کے تحت مختلف اضلاع میں ترقیاتی کاموں کا آغاز کیا جائے گا اور شہریوں کو بنیادی سہولیات فراہم کی جائیں گی۔ وزیر اعظم نے اجلاس سے خطاب کرتے ہوئے کہا کہ آزاد کشمیر کے عوام کی خدمت ہماری اولین ترجیح ہے اور اس سلسلے میں کوئی کسر نہیں چھوڑی جائے گی۔ انہوں نے کہا کہ تعلیم صحت اور روزگار کے شعبوں میں اصلاحات کی جا رہی ہیں۔ (356, 48, 515, 159)
header-bar (1190, 177, 1300, 187)
article-header (356, 1880, 515, 1894)
article-number: 28 (811, 825, 832, 838)
article-number: 44 (482, 957, 503, 970)
article-text: حکومت نے عوامی فلاح و بہبود کے لیے نئے منصوبوں کا اعلان کیا ہے جس کے تحت مختلف اضلاع میں ترقیاتی کاموں کا آغاز کیا جائے گا اور شہریوں کو بنیادی سہولیات فراہم کی جائیں گی۔ وزیر اعظم نے اجلاس سے خطاب کرتے ہوئے کہا کہ آزاد کشمیر کے عوام کی خدمت ہماری اولین ترجیح ہے اور اس سلسلے میں کوئی کسر نہیں چھوڑی جائے گی۔ انہوں نے کہا کہ تعلیم صحت اور روزگار کے شعبوں میں اصلاحات کی جا رہی ہیں۔ (686, 576, 843, 687)
article-text: حکومت نے عوامی فلاح و بہبود کے لیے نئے منصوبوں کا اعلان کیا ہے جس کے تحت مختلف اضلاع میں ترقیاتی کاموں کا آغاز کیا جائے گا اور شہریوں کو بنیادی سہولیات فراہم کی جائیں گی۔ وزیر اعظم نے اجلاس سے خطاب کرتے ہوئے کہا کہ آزاد کشمیر کے عوام کی خدمت ہماری اولین ترجیح ہے اور اس سلسلے میں کوئی کسر نہیں چھوڑی جائے گی۔ انہوں نے کہا کہ تعلیم صحت اور روزگار کے شعبوں میں اصلاحات کی جا رہی ہیں۔ (686, 840, 843, 952)
article-text: حکومت نے عوامی فلاح و بہبود کے لیے نئے منصوبوں کا اعلان کیا ہے جس کے تحت مختلف اضلاع میں ترقیاتی کاموں کا آغاز کیا جائے گا اور شہریوں کو بنیادی سہولیات فراہم کی جائیں گی۔ وزیر اعظم نے اجلاس سے خطاب کرتے ہوئے کہا کہ آزاد کشمیر کے عوام کی خدمت ہماری اولین ترجیح ہے اور اس سلسلے میں کوئی کسر نہیں چھوڑی جائے گی۔ انہوں نے کہا کہ تعلیم صحت اور روزگار کے شعبوں میں اصلاحات کی جا رہی ہیں۔ (1179, 620, 1331, 743)
article-number: 11 (1140, 429, 1161, 442)
star-ornament-icon (1334, 250, 1350, 267)
article-text: حکومت نے عوامی فلاح و بہبود کے لیے نئے منصوبوں کا اعلان کیا ہے جس کے تحت مختلف اضلاع میں ترقیاتی کاموں کا آغاز کیا جائے گا اور شہریوں کو بنیادی سہولیات فراہم کی جائیں گی۔ وزیر اعظم نے اجلاس سے خطاب کرتے ہوئے کہا کہ آزاد کشمیر کے عوام کی خدمت ہماری اولین ترجیح ہے اور اس سلسلے میں کوئی کسر نہیں چھوڑی جائے گی۔ انہوں نے کہا کہ تعلیم صحت اور روزگار کے شعبوں میں اصلاحات کی جا رہی ہیں۔ (356, 840, 515, 952)
article-number: 14 (1139, 825, 1160, 838)
article-header (686, 824, 843, 838)
article-text: حکومت نے عوامی فلاح و بہبود کے لیے نئے منصوبوں کا اعلان کیا ہے جس کے تحت مختلف اضلاع میں ترقیاتی کاموں کا آغاز کیا جائے گا اور شہریوں کو بنیادی سہولیات فراہم کی جائیں گی۔ وزیر اعظم نے اجلاس سے خطاب کرتے ہوئے کہا کہ آزاد کشمیر کے عوام کی خدمت ہماری اولین ترجیح ہے اور اس سلسلے میں کوئی کسر نہیں چھوڑی جائے گی۔ انہوں نے کہا کہ تعلیم صحت اور روزگار کے شعبوں میں اصلاحات کی جا رہی ہیں۔ (180, 1236, 349, 1348)
article-number: 67 (143, 462, 164, 475)
header-bar (29, 607, 139, 617)
star-ornament-icon (1334, 1042, 1350, 1059)
article-text: حکومت نے عوامی فلاح و بہبود کے لیے نئے منصوبوں کا اعلان کیا ہے جس کے تحت مختلف اضلاع میں ترقیاتی کاموں کا آغاز کیا جائے گا اور شہریوں کو بنیادی سہولیات فراہم کی جائیں گی۔ وزیر اعظم نے اجلاس سے خطاب کرتے ہوئے کہا کہ آزاد کشمیر کے عوام کی خدمت ہماری اولین ترجیح ہے اور اس سلسلے میں کوئی کسر نہیں چھوڑی جائے گی۔ انہوں نے کہا کہ تعلیم صحت اور روزگار کے شعبوں میں اصلاحات کی جا رہی ہیں۔ (850, 312, 1007, 423)
column-5 (518, 26, 682, 2166)
article-number: 29 (811, 957, 832, 970)
article-number: 22 (811, 33, 832, 46)
header-bar (29, 177, 139, 187)
article-number: 6 (1304, 749, 1320, 762)
article-header (850, 296, 1007, 310)
header-bar (29, 464, 139, 474)
column-3 (846, 26, 1010, 2166)
article-number: 66 (143, 319, 164, 332)
article-number: 72 (143, 1178, 164, 1191)
article-header (1014, 692, 1172, 706)
star-ornament-icon (1334, 2122, 1350, 2139)
article-text: حکومت نے عوامی فلاح و بہبود کے لیے نئے منصوبوں کا اعلان کیا ہے جس کے تحت مختلف اضلاع میں ترقیاتی کاموں کا آغاز کیا جائے گا اور شہریوں کو بنیادی سہولیات فراہم کی جائیں گی۔ وزیر اعظم نے اجلاس سے خطاب کرتے ہوئے کہا کہ آزاد کشمیر کے عوام کی خدمت ہماری اولین ترجیح ہے اور اس سلسلے میں کوئی کسر نہیں چھوڑی جائے گی۔ انہوں نے کہا کہ تعلیم صحت اور روزگار کے شعبوں میں اصلاحات کی جا رہی ہیں۔ (180, 1104, 349, 1216)
column-7 (176, 26, 352, 2166)
article-text: حکومت نے عوامی فلاح و بہبود کے لیے نئے منصوبوں کا اعلان کیا ہے جس کے تحت مختلف اضلاع میں ترقیاتی کاموں کا آغاز کیا جائے گا اور شہریوں کو بنیادی سہولیات فراہم کی جائیں گی۔ وزیر اعظم نے اجلاس سے خطاب کرتے ہوئے کہا کہ آزاد کشمیر کے عوام کی خدمت ہماری اولین ترجیح ہے اور اس سلسلے میں کوئی کسر نہیں چھوڑی جائے گی۔ انہوں نے کہا کہ تعلیم صحت اور روزگار کے شعبوں میں اصلاحات کی جا رہی ہیں۔ (20, 1337, 173, 1460)
article-number: 55 (311, 429, 332, 442)
star-ornament-icon (1334, 106, 1350, 123)
article-text: حکومت نے عوامی فلاح و بہبود کے لیے نئے منصوبوں کا اعلان کیا ہے جس کے تحت مختلف اضلاع میں ترقیاتی کاموں کا آغاز کیا جائے گا اور شہریوں کو بنیادی سہولیات فراہم کی جائیں گی۔ وزیر اعظم نے اجلاس سے خطاب کرتے ہوئے کہا کہ آزاد کشمیر کے عوام کی خدمت ہماری اولین ترجیح ہے اور اس سلسلے میں کوئی کسر نہیں چھوڑی جائے گی۔ انہوں نے کہا کہ تعلیم صحت اور روزگار کے شعبوں میں اصلاحات کی جا رہی ہیں۔ (1014, 840, 1172, 952)
newspaper-page (0, 26, 1350, 2166)
